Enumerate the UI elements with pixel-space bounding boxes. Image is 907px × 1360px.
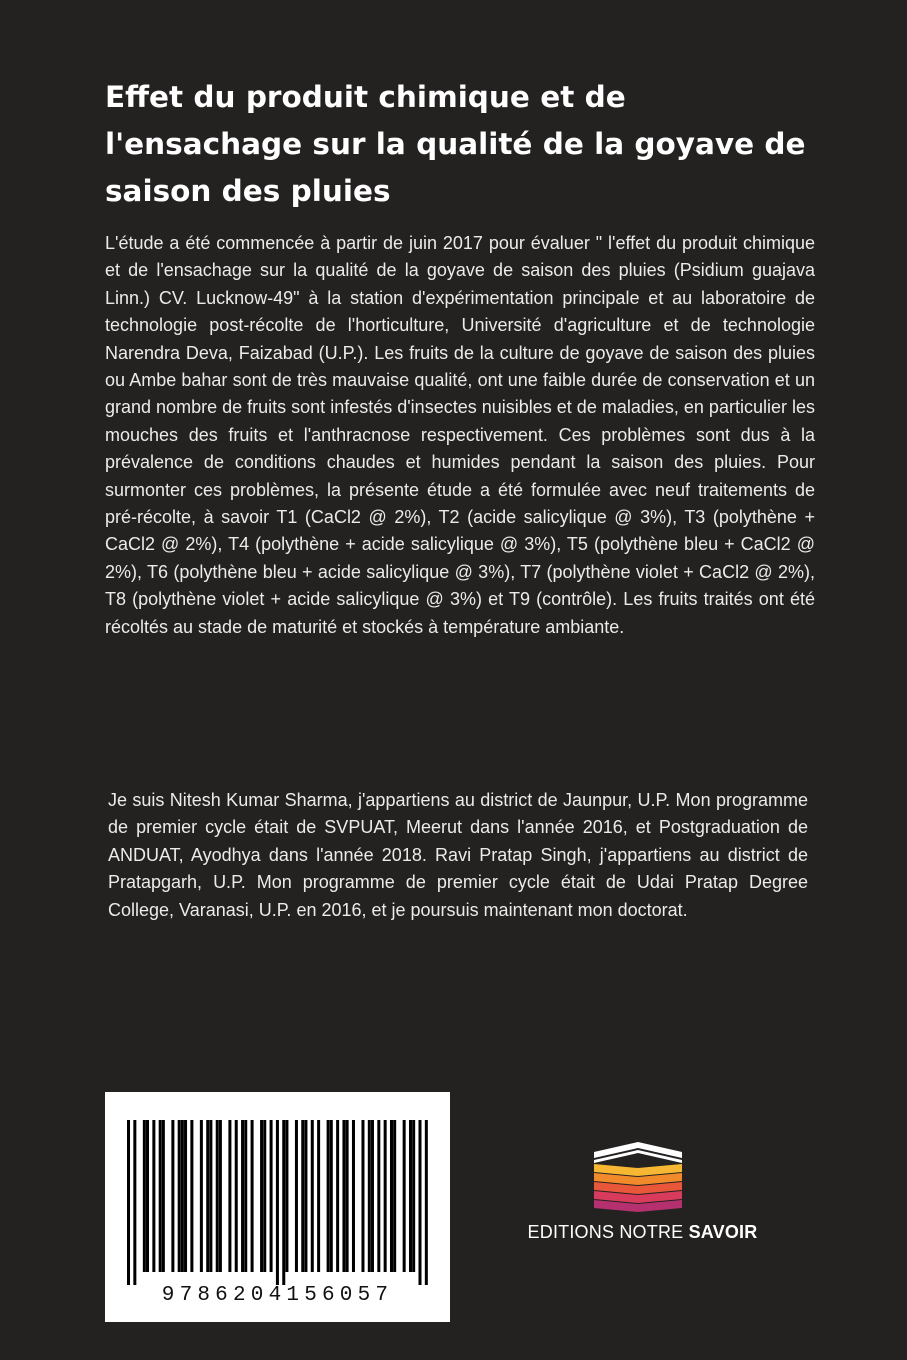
barcode-bar (342, 1120, 345, 1272)
book-title: Effet du produit chimique et de l'ensachage sur la qualité de la goyave de saison des pluies (105, 80, 806, 208)
barcode-bar (377, 1120, 380, 1272)
barcode-bar (346, 1120, 349, 1272)
barcode-bar (159, 1120, 162, 1272)
barcode-bar (361, 1120, 364, 1272)
publisher-block (520, 1136, 765, 1246)
barcode-bar (330, 1120, 333, 1272)
barcode-bar (327, 1120, 330, 1272)
publisher-name-regular: EDITIONS NOTRE (527, 1222, 689, 1242)
barcode-bar (241, 1120, 244, 1272)
barcode-bar (317, 1120, 320, 1272)
barcode-bar (295, 1120, 298, 1272)
barcode-bar (276, 1120, 279, 1285)
barcode-bar (336, 1120, 339, 1272)
barcode-bar (219, 1120, 222, 1272)
barcode-bar (390, 1120, 393, 1272)
barcode-bar (127, 1120, 130, 1285)
barcode-bar (263, 1120, 266, 1272)
barcode-bar (260, 1120, 263, 1272)
barcode-bar (143, 1120, 146, 1272)
barcode-bar (304, 1120, 307, 1272)
barcode-bar (162, 1120, 165, 1272)
barcode-bar (209, 1120, 212, 1272)
barcode-bar (235, 1120, 238, 1272)
barcode-bar (301, 1120, 304, 1272)
barcode-bar (216, 1120, 219, 1272)
book-stack-logo-icon (590, 1136, 686, 1212)
barcode-bar (178, 1120, 181, 1272)
barcode-bar (282, 1120, 285, 1285)
barcode-bar (403, 1120, 406, 1272)
barcode-bar (425, 1120, 428, 1285)
barcode-bar (311, 1120, 314, 1272)
barcode-bar (251, 1120, 254, 1272)
barcode-bar (393, 1120, 396, 1272)
barcode-bar (200, 1120, 203, 1272)
isbn-barcode (105, 1092, 450, 1322)
barcode-bar (270, 1120, 273, 1272)
barcode-bar (418, 1120, 421, 1285)
barcode-bar (228, 1120, 231, 1272)
barcode-bar (206, 1120, 209, 1272)
barcode-bar (181, 1120, 184, 1272)
barcode-bars (105, 1092, 450, 1292)
barcode-bar (352, 1120, 355, 1272)
barcode-bar (133, 1120, 136, 1285)
publisher-name (520, 1222, 765, 1243)
isbn-number: 9786204156057 (161, 1284, 394, 1307)
barcode-bar (244, 1120, 247, 1272)
authors-bio: Je suis Nitesh Kumar Sharma, j'appartiens au district de Jaunpur, U.P. Mon programme de premier cycle était de SVPUAT, Meerut dans l'année 2016, et Postgraduation de ANDUAT, Ayodhya dans l'année 2018. Ravi Pratap Singh, j'appartiens au district de Pratapgarh, U.P. Mon programme de premier cycle était de Udai Pratap Degree College, Varanasi, U.P. en 2016, et je poursuis maintenant mon doctorat. (108, 790, 808, 920)
barcode-bar (146, 1120, 149, 1272)
publisher-name-bold: SAVOIR (688, 1222, 758, 1242)
barcode-bar (371, 1120, 374, 1272)
barcode-bar (368, 1120, 371, 1272)
barcode-bar (384, 1120, 387, 1272)
barcode-bar (184, 1120, 187, 1272)
barcode-bar (152, 1120, 155, 1272)
book-abstract: L'étude a été commencée à partir de juin 2017 pour évaluer " l'effet du produit chimique et de l'ensachage sur la qualité de la goyave de saison des pluies (Psidium guajava Linn.) CV. Lucknow-49" à la station d'expérimentation principale et au laboratoire de technologie post-récolte de l'horticulture, Université d'agriculture et de technologie Narendra Deva, Faizabad (U.P.). Les fruits de la culture de goyave de saison des pluies ou Ambe bahar sont de très mauvaise qualité, ont une faible durée de conservation et un grand nombre de fruits sont infestés d'insectes nuisibles et de maladies, en particulier les mouches des fruits et l'anthracnose respectivement. Ces problèmes sont dus à la prévalence de conditions chaudes et humides pendant la saison des pluies. Pour surmonter ces problèmes, la présente étude a été formulée avec neuf traitements de pré-récolte, à savoir T1 (CaCl2 @ 2%), T2 (acide salicylique @ 3%), T3 (polythène + CaCl2 @ 2%), T4 (polythène + acide salicylique @ 3%), T5 (polythène bleu + CaCl2 @ 2%), T6 (polythène bleu + acide salicylique @ 3%), T7 (polythène violet + CaCl2 @ 2%), T8 (polythène violet + acide salicylique @ 3%) et T9 (contrôle). Les fruits traités ont été récoltés au stade de maturité et stockés à température ambiante. (105, 233, 815, 637)
barcode-bar (409, 1120, 412, 1272)
barcode-bar (171, 1120, 174, 1272)
logo-page-layer (594, 1164, 682, 1176)
barcode-bar (285, 1120, 288, 1272)
barcode-bar (190, 1120, 193, 1272)
barcode-bar (412, 1120, 415, 1272)
